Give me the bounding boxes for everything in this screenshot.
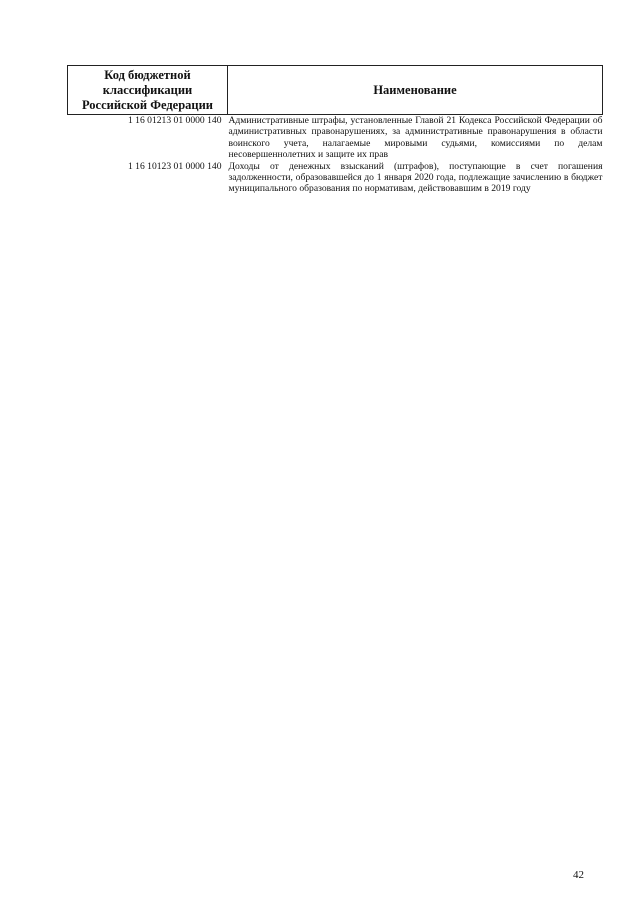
table-header-row xyxy=(68,66,603,115)
header-name-column: Наименование xyxy=(228,66,603,115)
table-row xyxy=(68,115,603,161)
row-code: 1 16 10123 01 0000 140 xyxy=(127,160,222,172)
budget-classification-table xyxy=(67,65,603,195)
row-name: Доходы от денежных взысканий (штрафов), поступающие в счет погашения задолженности, образовавшейся до 1 января 2020 года, подлежащие зачислению в бюджет муниципального образования по нормативам, действовавшим в 2019 году xyxy=(228,160,603,195)
page-number: 42 xyxy=(573,869,584,881)
header-code-column: Код бюджетной классификации Российской Федерации xyxy=(68,66,228,115)
table-row xyxy=(68,161,603,195)
row-name: Административные штрафы, установленные Главой 21 Кодекса Российской Федерации об административных правонарушениях, за административные правонарушения в области воинского учета, налагаемые мировыми судьями, комиссиями по делам несовершеннолетних и защите их прав xyxy=(228,115,603,161)
row-code: 1 16 01213 01 0000 140 xyxy=(127,115,222,126)
